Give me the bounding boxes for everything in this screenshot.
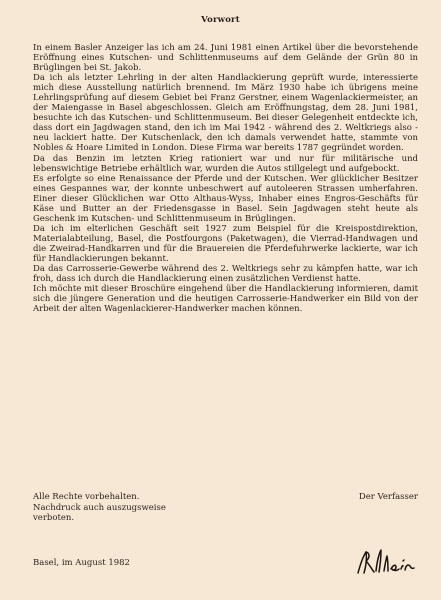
paragraph: Da das Carrosserie-Gewerbe während des 2. Weltkriegs sehr zu kämpfen hatte, war ich froh, dass ich durch die Handlackierung einen zusätzlichen Verdienst hatte.: [33, 264, 418, 285]
paragraph: Da ich als letzter Lehrling in der alten Handlackierung geprüft wurde, interessierte mich diese Ausstellung natürlich brennend. Im März 1930 habe ich übrigens meine Lehrlingsprüfung auf diesem Gebiet bei Franz Gerstner, einem Wagenlackiermeister, an der Maiengasse in Basel abgeschlossen. Gleich am Eröffnungstag, dem 28. Juni 1981, besuchte ich das Kutschen- und Schlittenmuseum. Bei dieser Gelegenheit entdeckte ich, dass dort ein Jagdwagen stand, den ich im Mai 1942 - während des 2. Weltkriegs also - neu lackiert hatte. Der Kutschenlack, den ich damals verwendet hatte, stammte von Nobles & Hoare Limited in London. Diese Firma war bereits 1787 gegründet worden.: [33, 73, 418, 154]
signature-image: [355, 546, 417, 576]
paragraph: Da das Benzin im letzten Krieg rationiert war und nur für militärische und lebenswichtige Betriebe erhältlich war, wurden die Autos stillgelegt und aufgebockt.: [33, 153, 418, 174]
page-title: Vorwort: [201, 15, 240, 25]
paragraph: In einem Basler Anzeiger las ich am 24. Juni 1981 einen Artikel über die bevorstehende Eröffnung eines Kutschen- und Schlittenmuseums auf dem Gelände der Grün 80 in Brüglingen bei St. Jakob.: [33, 43, 418, 74]
rights-notice: [33, 492, 166, 524]
paragraph: Da ich im elterlichen Geschäft seit 1927 zum Beispiel für die Kreispostdirektion, Materialabteilung, Basel, die Postfourgons (Paketwagen), die Vierrad-Handwagen und die Zweirad-Handkarren und für die Brauereien die Pferdefuhrwerke lackierte, war ich für Handlackierungen bekannt.: [33, 223, 418, 264]
author-label: Der Verfasser: [358, 492, 418, 502]
paragraph: Ich möchte mit dieser Broschüre eingehend über die Handlackierung informieren, damit sich die jüngere Generation und die heutigen Carrosserie-Handwerker ein Bild von der Arbeit der alten Wagenlackierer-Handwerker machen können.: [33, 284, 418, 315]
rights-line: Alle Rechte vorbehalten.: [33, 492, 140, 502]
foreword-body: [33, 43, 418, 314]
paragraph: Es erfolgte so eine Renaissance der Pferde und der Kutschen. Wer glücklicher Besitzer eines Gespannes war, der konnte unbeschwert auf autoleeren Strassen umherfahren. Einer dieser Glücklichen war Otto Althaus-Wyss, Inhaber eines Engros-Geschäfts für Käse und Butter an der Friedensgasse in Basel. Sein Jagdwagen steht heute als Geschenk im Kutschen- und Schlittenmuseum in Brüglingen.: [33, 173, 418, 224]
rights-line: verboten.: [33, 513, 75, 523]
rights-line: Nachdruck auch auszugsweise: [33, 502, 166, 513]
place-date: Basel, im August 1982: [33, 558, 130, 568]
